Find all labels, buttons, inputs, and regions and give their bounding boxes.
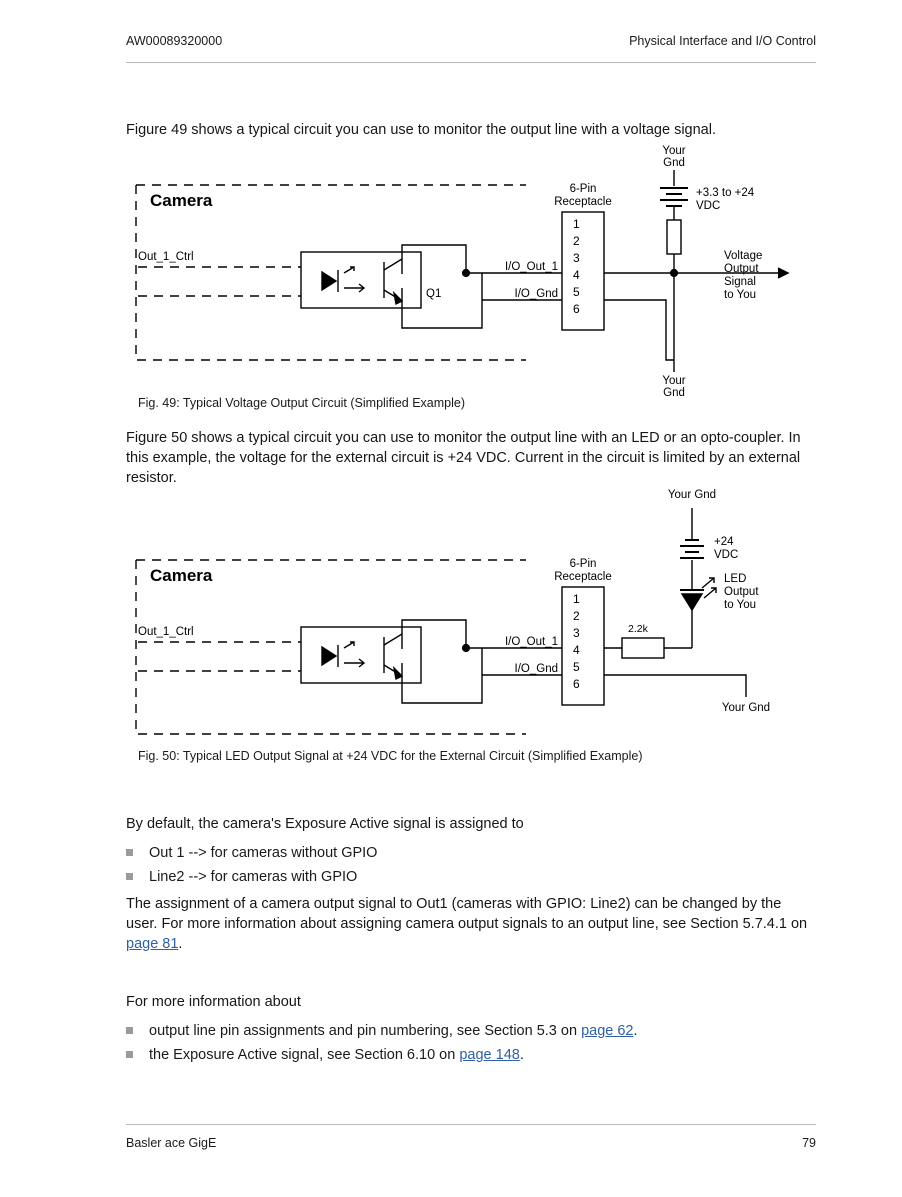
figure49-output-line1: Voltage xyxy=(724,250,763,262)
footer-product: Basler ace GigE xyxy=(126,1136,217,1150)
paragraph-assignment-text-b: . xyxy=(178,936,183,952)
figure-50-caption: Fig. 50: Typical LED Output Signal at +24 VDC for the External Circuit (Simplified Example) xyxy=(138,749,643,763)
figure50-camera-label: Camera xyxy=(150,566,213,585)
figure49-camera-label: Camera xyxy=(150,191,213,210)
figure49-pin-4: 4 xyxy=(573,268,580,282)
figure49-pin-1: 1 xyxy=(573,217,580,231)
figure50-led-line3: to You xyxy=(724,599,756,611)
footer-page-number: 79 xyxy=(802,1136,816,1150)
figure49-receptacle-line1: 6-Pin xyxy=(569,183,597,195)
figure-49-caption: Fig. 49: Typical Voltage Output Circuit (Simplified Example) xyxy=(138,396,465,410)
bullet-square-icon xyxy=(126,849,133,856)
paragraph-more-information: For more information about xyxy=(126,994,301,1010)
figure49-output-line2: Output xyxy=(724,263,759,275)
figure50-receptacle-line1: 6-Pin xyxy=(569,558,597,570)
list-item xyxy=(126,1045,816,1065)
figure-50-led-output-circuit xyxy=(126,482,816,737)
figure50-io-gnd-label: I/O_Gnd xyxy=(514,663,558,675)
paragraph-assignment-text-a: The assignment of a camera output signal to Out1 (cameras with GPIO: Line2) can be changed by the user. For more information about assigning camera output signals to an output line, see Section 5.7.4.1 on xyxy=(126,896,808,932)
list-item xyxy=(126,1021,816,1041)
list-item-label: output line pin assignments and pin numbering, see Section 5.3 on xyxy=(149,1023,582,1039)
page-header xyxy=(126,34,816,48)
figure49-your-gnd-bottom-line2: Gnd xyxy=(663,387,685,399)
figure49-out-ctrl-label: Out_1_Ctrl xyxy=(138,251,194,263)
footer-divider xyxy=(126,1124,816,1125)
figure50-pin-3: 3 xyxy=(573,626,580,640)
figure49-output-line3: Signal xyxy=(724,276,756,288)
figure50-your-gnd-top: Your Gnd xyxy=(667,489,717,501)
figure50-pin-5: 5 xyxy=(573,660,580,674)
figure49-pin-6: 6 xyxy=(573,302,580,316)
link-page-62[interactable]: page 62 xyxy=(581,1023,634,1039)
figure49-output-line4: to You xyxy=(724,289,756,301)
paragraph-figure50-intro: Figure 50 shows a typical circuit you can use to monitor the output line with an LED or an opto-coupler. In this example, the voltage for the external circuit is +24 VDC. Current in the circuit is limited by an external resistor. xyxy=(126,430,801,486)
list-item-label-end: . xyxy=(633,1023,638,1039)
list-item-content xyxy=(149,1021,638,1041)
bullet-square-icon xyxy=(126,873,133,880)
list-item-content xyxy=(149,1045,524,1065)
paragraph-figure49-intro: Figure 49 shows a typical circuit you can use to monitor the output line with a voltage signal. xyxy=(126,122,716,138)
paragraph-assignment-info xyxy=(126,894,816,954)
figure49-your-gnd-bottom-line1: Your xyxy=(662,375,686,387)
figure49-io-gnd-label: I/O_Gnd xyxy=(514,288,558,300)
bullet-square-icon xyxy=(126,1051,133,1058)
figure50-resistor-label: 2.2k xyxy=(628,623,648,635)
list-item xyxy=(126,867,816,887)
list-item xyxy=(126,843,816,863)
paragraph-default-assignment: By default, the camera's Exposure Active signal is assigned to xyxy=(126,816,524,832)
figure49-your-gnd-top-line1: Your xyxy=(662,145,686,157)
figure50-io-out-label: I/O_Out_1 xyxy=(504,636,558,648)
figure50-pin-6: 6 xyxy=(573,677,580,691)
figure50-your-gnd-bottom: Your Gnd xyxy=(721,702,771,714)
figure49-supply-line2: VDC xyxy=(696,200,721,212)
figure50-led-line2: Output xyxy=(724,586,759,598)
list-item-label: Line2 --> for cameras with GPIO xyxy=(149,869,358,885)
figure50-out-ctrl-label: Out_1_Ctrl xyxy=(138,626,194,638)
header-doc-id: AW00089320000 xyxy=(126,34,223,48)
figure-49-voltage-output-circuit xyxy=(126,140,816,399)
page-footer xyxy=(126,1136,816,1150)
figure50-pin-4: 4 xyxy=(573,643,580,657)
figure49-receptacle-line2: Receptacle xyxy=(554,196,612,208)
figure49-io-out-label: I/O_Out_1 xyxy=(504,261,558,273)
list-item-label-end: . xyxy=(519,1047,524,1063)
figure50-supply-line1: +24 xyxy=(714,536,734,548)
figure49-pin-5: 5 xyxy=(573,285,580,299)
list-item-label: Out 1 --> for cameras without GPIO xyxy=(149,845,378,861)
figure50-supply-line2: VDC xyxy=(714,549,739,561)
figure49-pin-3: 3 xyxy=(573,251,580,265)
list-item-label: the Exposure Active signal, see Section 6.10 on xyxy=(149,1047,460,1063)
figure49-pin-2: 2 xyxy=(573,234,580,248)
header-section-title: Physical Interface and I/O Control xyxy=(629,34,816,48)
figure50-led-line1: LED xyxy=(724,573,747,585)
figure50-receptacle-line2: Receptacle xyxy=(554,571,612,583)
figure49-your-gnd-top-line2: Gnd xyxy=(663,157,685,169)
figure49-transistor-label: Q1 xyxy=(426,288,442,300)
link-page-148[interactable]: page 148 xyxy=(459,1047,520,1063)
link-page-81[interactable]: page 81 xyxy=(126,936,179,952)
header-divider xyxy=(126,62,816,63)
figure49-supply-line1: +3.3 to +24 xyxy=(696,187,755,199)
figure50-pin-1: 1 xyxy=(573,592,580,606)
bullet-square-icon xyxy=(126,1027,133,1034)
figure50-pin-2: 2 xyxy=(573,609,580,623)
